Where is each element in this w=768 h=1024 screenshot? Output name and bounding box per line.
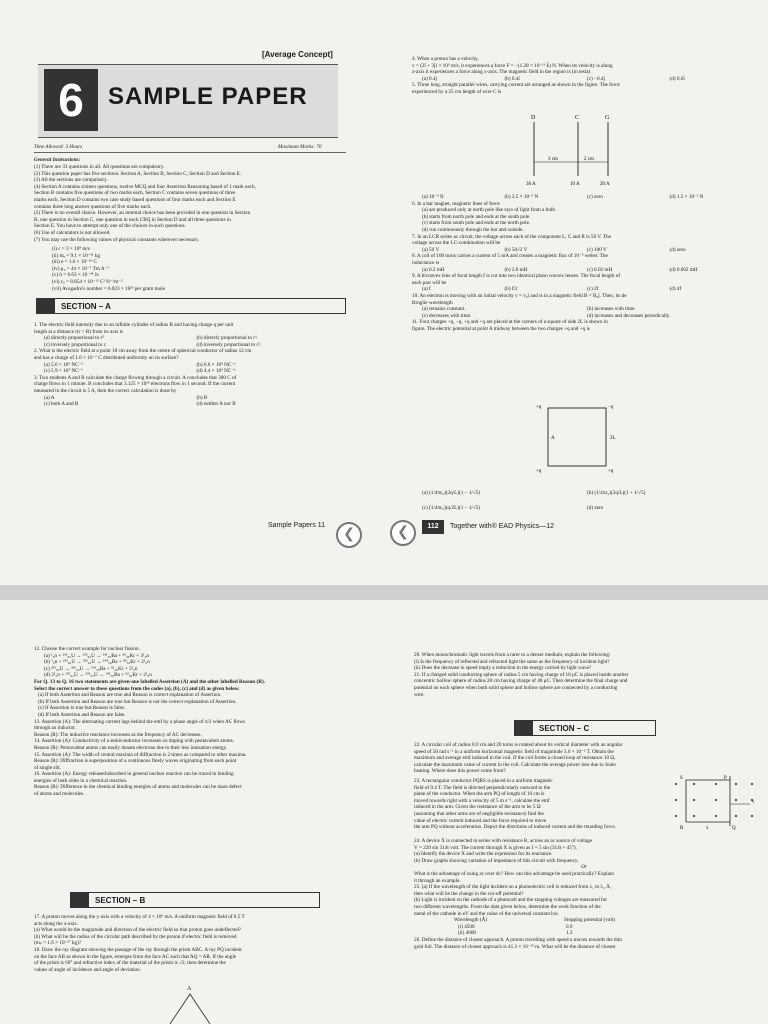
questions-1-3: 1. The electric field intensity due to an infinite cylinder of radius R and having charge q per unit length at a distance r(r > R) from its axis is (a) directly proportional to r² (b) directly proportional to r³. (c) inversely proportional to r. (d) inversely proportional to r². 2. What is the electric field at a point 18 cm away from the centre of spherical conductor of radius 12 cm and has a charge of 1.6 × 10⁻⁷ C distributed uniformly on its surface? (a) 5.6 × 10⁴ NC⁻¹ (b) 6.6 × 10⁴ NC⁻¹ (c) 5.9 × 10⁴ NC⁻¹ (d) 4.4 × 10⁴ NC⁻¹ 3. Two students A and B calculate the charge flowing through a circuit. A concludes that 300 C of charge flows in 1 minute. B concludes that 3.125 × 10¹⁹ electrons flow in 1 second. If the current measured in the circuit is 5 A, then the correct calculation is done by (a) A (b) B (c) both A and B (d) neither A nor B	[34, 322, 349, 408]
prev-page-arrow-icon[interactable]: ❮	[336, 522, 362, 548]
paper-title: SAMPLE PAPER	[108, 83, 308, 110]
label-s: S	[680, 776, 683, 781]
label-x: x	[706, 826, 709, 831]
pqrs-figure	[666, 774, 758, 832]
question-2: 2. What is the electric field at a point 18 cm away from the centre of spherical conductor of radius 12 cm and has a charge of 1.6 × 10⁻⁷ C distributed uniformly on its surface?	[34, 348, 252, 361]
prism-figure	[160, 984, 220, 1024]
section-c-header: SECTION – C	[514, 720, 656, 736]
charge-top-left: +q	[536, 405, 542, 410]
question-23: 23. A rectangular conductor PQRS is placed in a uniform magnetic field of 0.4 T. The field is directed perpendicularly outward to the plane of the conductor. When the arm PQ of length of 10 cm is moved towards right with a velocity of 5 m s⁻¹, calculate the emf induced in the arm. Given the resistance of the arm to be 5 Ω (assuming that other arms are of negligible resistance) find the value of electric current induced and the force required to move the arm PQ without acceleration. Depict the directions of induced current and the retarding force.	[414, 778, 616, 831]
section-a-header: SECTION – A	[36, 298, 346, 314]
gap-dc: 3 cm	[548, 157, 558, 162]
page-bottom-left	[0, 600, 384, 1024]
current-g: 20 A	[600, 182, 610, 187]
next-page-arrow-icon[interactable]: ❮	[390, 520, 416, 546]
prism-vertex-label: A	[187, 986, 192, 992]
label-p: P	[724, 776, 727, 781]
instructions-heading: General Instructions:	[34, 157, 81, 163]
section-b-header: SECTION – B	[70, 892, 320, 908]
questions-20-21: 20. When monochromatic light travels from a rarer to a denser medium, explain the following: (i) Is the frequency of reflected and refracted light the same as the frequency of incident light? (ii) Does the decrease in speed imply a reduction in the energy carried by light wave? 21. If a charged solid conducting sphere of radius 5 cm having charge of 10 μC is placed inside another concentric hollow sphere of radius 20 cm having charge of 40 μC. Then determine the final charge and potential on each sphere when both solid sphere and hollow sphere are connected by a conducting wire.	[414, 652, 629, 698]
square-charges-figure	[534, 396, 624, 486]
time-allowed: Time Allowed: 3 Hours	[34, 144, 83, 150]
questions-17-18: 17. A proton moves along the y-axis with a velocity of 4 × 10⁶ m/s. A uniform magnetic field of 0.5 T acts along the x-axis. (a) What would be the magnitude and direction of the electric field so that proton goes undeflected? (b) What will be the radius of the circular path described by the proton if electric field is removed (mₚ = 1.6 × 10⁻²⁷ kg)? 18. Draw the ray diagram showing the passage of the ray through the prism ABC. A ray PQ incident on the face AB as shown in the figure, emerges from the face AC such that AQ = AR. If the angle of the prism is 60° and refractive index of the material of the prism is √2, then determine the values of angle of incidence and angle of deviation.	[34, 914, 245, 973]
question-22: 22. A circular coil of radius 8.0 cm and 20 turns is rotated about its vertical diameter with an angular speed of 50 rad s⁻¹ in a uniform horizontal magnetic field of magnitude 3.0 × 10⁻² T. Obtain the maximum and average emf induced in the coil. If the coil forms a closed loop of resistance 10 Ω, calculate the maximum value of current in the coil. Calculate the average power loss due to Joule heating. Where does this power come from?	[414, 742, 623, 775]
side-label: 2L	[610, 436, 616, 441]
wire-c-label: C	[575, 115, 580, 121]
constants-list: (i) c = 3 × 10⁸ m/s (ii) mₑ = 9.1 × 10⁻³¹ kg (iii) e = 1.6 × 10⁻¹⁹ C (iv) μ₀ = 4π × 10⁻⁷ Tm A⁻¹ (v) h = 6.63 × 10⁻³⁴ Js (vi) ε₀ = 8.854 × 10⁻¹² C² N⁻¹m⁻² (vii) Avogadro's number = 6.023 × 10²³ per gram mole	[52, 246, 165, 292]
page-number: 112	[422, 520, 444, 534]
charge-bottom-right: +q	[608, 469, 614, 474]
wire-d-label: D	[531, 115, 536, 121]
question-12: 12. Choose the correct example for nuclear fission. (a) ¹₀n + ²³⁵₉₂U → ²³⁶₉₂U → ¹⁴¹₅₆Ba + ⁹²₃₆Kr + 3¹₀n (b) ¹₀n + ²³⁵₉₂U → ²³⁶₉₂U → ¹⁴⁴₅₆Ba + ⁸⁹₃₆Kr + 2¹₀n (c) ²³⁵₉₂U → ²³⁶₉₂U → ¹⁴¹₅₆Ba + ⁹²₃₆Kr + 3¹₀n (d) 2¹₀n + ²³⁵₉₂U → ²³⁶₉₂U → ¹⁴¹₅₆Ba + ⁹²₃₆Kr + 2¹₀n For Q. 13 to Q. 16 two statements are given-one labelled Assertion (A) and the other labelled Reason (R). Select the correct answer to these questions from the codes (a), (b), (c) and (d) as given below. (a) If both Assertion and Reason are true and Reason is correct explanation of Assertion. (b) If both Assertion and Reason are true but Reason is not the correct explanation of Assertion. (c) If Assertion is true but Reason is false. (d) If both Assertion and Reason are false. 13. Assertion (A): The alternating current lags behind the emf by a phase angle of π/2 when AC flows through an inductor. Reason (R): The inductive reactance increases as the frequency of AC decreases. 14. Assertion (A): Conductivity of a semiconductor increases on doping with pentavalent atoms. Reason (R): Pentavalent atoms can easily donate electrons due to their less ionisation energy. 15. Assertion (A): The width of central maxima of diffraction is 2 times as compared to other maxima. Reason (R): Diffraction is superposition of a continuous finely waves originating from each point of single slit. 16. Assertion (A): Energy released/absorbed in general nuclear reaction can be traced to binding energies of both sides in a chemical reaction. Reason (R): Difference in the chemical binding energies of atoms and molecules can be mass defect of atoms and molecules.	[34, 646, 354, 798]
questions-24-26: 24. A device X is connected in series with resistance R, across an ac source of voltage V = 220 sin 314t volt. The current through X is given as I = 5 sin (314t + 45°). (a) Identify the device X and write the expression for its reactance. (b) Draw graphs showing variation of impedance of this circuit with frequency. Or What is the advantage of using ac over dc? How can this advantage be used practically? Explain it through an example. 25. (a) If the wavelength of the light incident on a photoelectric cell is reduced from λ₁ to λ₂ Å, then what will be the change in the cut-off potential? (b) Light is incident on the cathode of a photocell and the stopping voltages are measured for two different wavelengths. From the data given below, determine the work function of the metal of the cathode in eV and the value of the universal constant h/e. Wavelength (Å) Stopping potential (volt) (i) 4500 0.9 (ii) 4000 1.3 26. Define the distance of closest approach. A proton travelling with speed u moves towards the thin gold foil. The distance of closest approach is 41.3 × 10⁻¹⁵ m. What will be the distance of closest	[414, 838, 623, 950]
paper-number: 6	[44, 69, 98, 131]
gap-cg: 2 cm	[584, 157, 594, 162]
current-c: 10 A	[570, 182, 580, 187]
page-top-right	[384, 0, 768, 585]
label-q: Q	[732, 826, 736, 831]
footer-left: Sample Papers 11	[268, 522, 326, 529]
point-a-label: A	[551, 436, 555, 441]
label-r: R	[680, 826, 684, 831]
questions-4-5: 4. When a proton has a velocity, v = (2î + 3ĵ) × 10⁶ m/s, it experiences a force F = −(1.28 × 10⁻¹³ k̂) N. When its velocity is along z-axis it experiences a force along x-axis. The magnetic field in the region is (in tesla) (a) 0.4ĵ (b) 0.4î (c) −0.4ĵ (d) 0.6î 5. Three long, straight parallel wires, carrying current are arranged as shown in the figure. The force experienced by a 25 cm length of wire C is	[412, 56, 685, 95]
wire-g-label: G	[605, 115, 610, 121]
question-11-options: (a) (1/4πε₀)(2q/L)(1 − 1/√5) (b) (1/4πε₀)(2q/L)(1 + 1/√5) (c) (1/4πε₀)(q/2L)(1 − 1/√5) (d) zero	[422, 490, 646, 511]
question-3: 3. Two students A and B calculate the charge flowing through a circuit. A concludes that 300 C of charge flows in 1 minute. B concludes that 3.125 × 10¹⁹ electrons flow in 1 second. If the current measured in the circuit is 5 A, then the correct calculation is done by	[34, 374, 237, 394]
charge-bottom-left: +q	[536, 469, 542, 474]
page-bottom-right	[384, 600, 768, 1024]
page-gap	[0, 585, 768, 600]
max-marks: Maximum Marks: 70	[278, 144, 322, 150]
title-band	[38, 64, 338, 138]
assertion-reason-questions: 13. Assertion (A): The alternating current lags behind the emf by a phase angle of π/2 when AC flows through an inductor. Reason (R): The inductive reactance increases as the frequency of AC decreases. 14. Assertion (A): Conductivity of a semiconductor increases on doping with pentavalent atoms. Reason (R): Pentavalent atoms can easily donate electrons due to their less ionisation energy. 15. Assertion (A): The width of central maxima of diffraction is 2 times as compared to other maxima. Reason (R): Diffraction is superposition of a continuous finely waves originating from each point of single slit. 16. Assertion (A): Energy released/absorbed in general nuclear reaction can be traced to binding energies of both sides in a chemical reaction. Reason (R): Difference in the chemical binding energies of atoms and molecules can be mass defect of atoms and molecules.	[34, 718, 247, 798]
current-d: 30 A	[526, 182, 536, 187]
instructions-list: (1) There are 33 questions in all. All questions are compulsory. (2) This question paper has five sections: Section A, Section B, Section C, Section D and Section E. (3) All the sections are compulsory. (4) Section A contains sixteen questions, twelve MCQ and four Assertion Reasoning based of 1 mark each, Section B contains five questions of two marks each, Section C contains seven questions of three marks each, Section D contains two case study based questions of four marks each and Section E contains three long answer questions of five marks each. (5) There is no overall choice. However, an internal choice has been provided in one question in Section B, one question in Section C, one question in each CBQ in Section D and all three questions in Section E. You have to attempt only one of the choices in such questions. (6) Use of calculators is not allowed. (7) You may use the following values of physical constants wherever necessary.	[34, 164, 256, 243]
label-v: v	[752, 800, 755, 805]
page-top-left	[0, 0, 384, 585]
concept-label: [Average Concept]	[262, 50, 333, 59]
wires-figure	[504, 112, 644, 190]
question-1: 1. The electric field intensity due to an infinite cylinder of radius R and having charge q per unit length at a distance r(r > R) from its axis is	[34, 322, 234, 335]
questions-5-10: (a) 10⁻³ N (b) 2.5 × 10⁻³ N (c) zero (d) 1.5 × 10⁻³ N 6. In a bar magnet, magnetic lines of force (a) are produced only at north pole like rays of light from a bulb. (b) starts from north pole and ends at the south pole. (c) starts from south pole and ends at the north pole. (d) run continuously through the bar and outside. 7. In an LCR series ac circuit, the voltage across each of the component L, C and R is 50 V. The voltage across the LC-combination will be (a) 50 V (b) 50√2 V (c) 100 V (d) zero 8. A coil of 100 turns carries a current of 5 mA and creates a magnetic flux of 10⁻⁵ weber. The inductance is (a) 0.2 mH (b) 2.0 mH (c) 0.02 mH (d) 0.002 mH 9. A biconvex lens of focal length f is cut into two identical plano convex lenses. The focal length of each part will be (a) f (b) f/2 (c) 2f (d) 4f 10. An electron is moving with an initial velocity v = v₀î and is in a magnetic field B = B₀ĵ. Then, its de Broglie wavelength (a) remains constant. (b) increases with time. (c) decreases with time. (d) increases and decreases periodically. 11. Four charges +q, −q, +q and +q are placed at the corners of a square of side 2L is shown in figure. The electric potential at point A midway between the two charges +q and +q is	[412, 194, 704, 332]
charge-top-right: −q	[608, 405, 614, 410]
footer-right: Together with® EAD Physics—12	[450, 523, 554, 530]
